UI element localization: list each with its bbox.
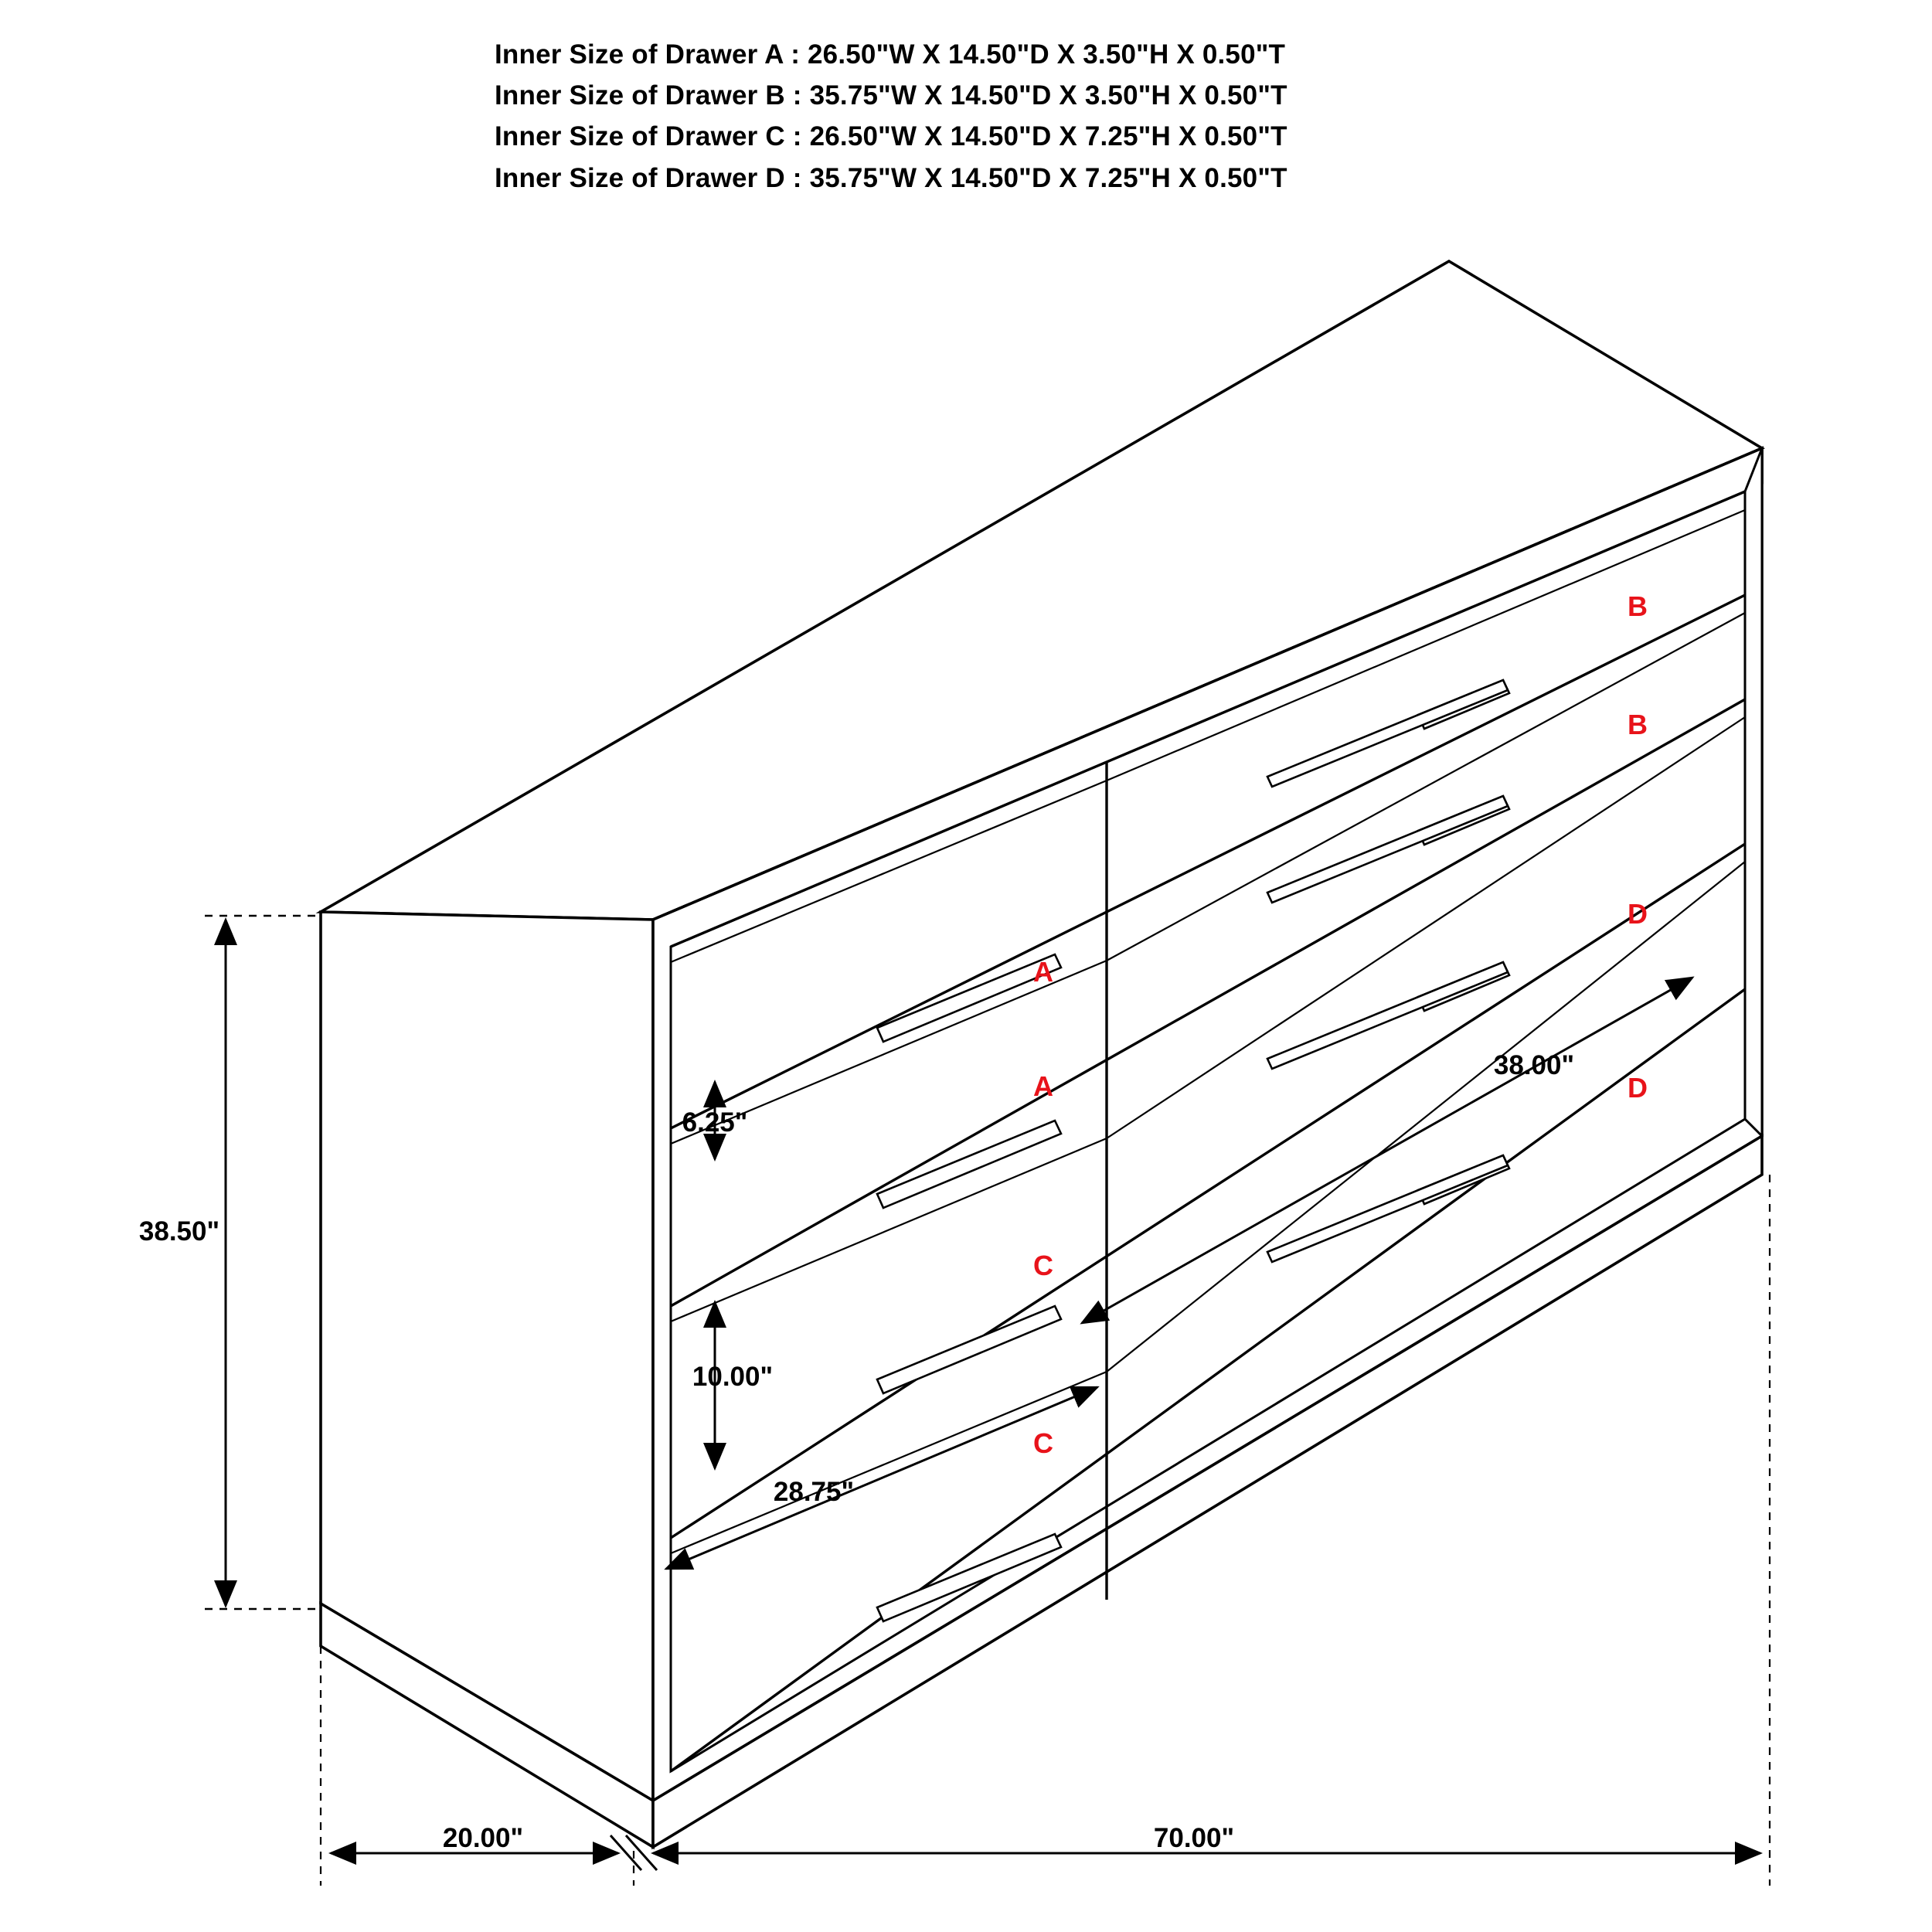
spec-line-b: Inner Size of Drawer B : 35.75"W X 14.50"D X 3.50"H X 0.50"T — [495, 80, 1287, 111]
label-left-second: A — [1033, 1070, 1053, 1102]
label-left-third: C — [1033, 1250, 1053, 1281]
dim-label-overall-depth: 20.00" — [442, 1823, 524, 1853]
dim-label-overall-height: 38.50" — [138, 1216, 220, 1247]
label-left-bottom: C — [1033, 1427, 1053, 1459]
label-right-top: B — [1628, 590, 1648, 622]
dim-label-overall-width: 70.00" — [1153, 1823, 1235, 1853]
spec-line-a: Inner Size of Drawer A : 26.50"W X 14.50"D X 3.50"H X 0.50"T — [495, 39, 1286, 70]
dim-label-drawer-large-height: 10.00" — [692, 1362, 774, 1392]
label-right-third: D — [1628, 898, 1648, 930]
label-right-bottom: D — [1628, 1072, 1648, 1104]
dim-label-right-drawer-width: 38.00" — [1493, 1050, 1575, 1080]
spec-line-d: Inner Size of Drawer D : 35.75"W X 14.50"D X 7.25"H X 0.50"T — [495, 162, 1287, 193]
dim-label-drawer-small-height: 6.25" — [682, 1107, 748, 1138]
label-right-second: B — [1628, 709, 1648, 740]
label-left-top: A — [1033, 956, 1053, 988]
spec-line-c: Inner Size of Drawer C : 26.50"W X 14.50"D X 7.25"H X 0.50"T — [495, 121, 1287, 152]
dim-label-left-drawer-width: 28.75" — [773, 1477, 855, 1507]
